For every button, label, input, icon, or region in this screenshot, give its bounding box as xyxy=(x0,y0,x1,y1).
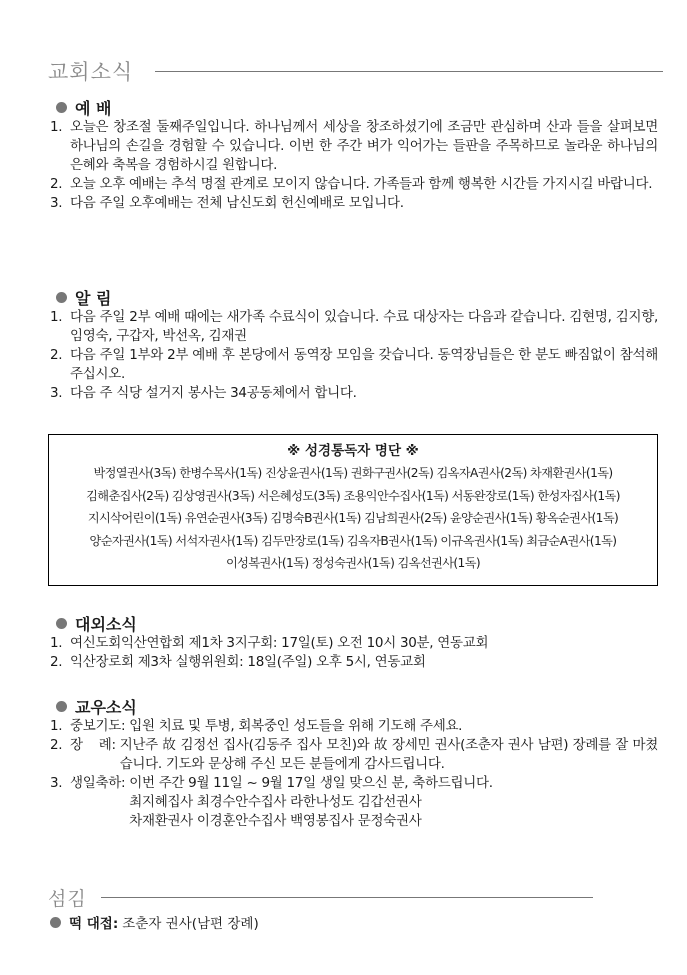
rice-cake-label: 떡 대접: xyxy=(69,916,119,932)
section-header-church-news xyxy=(48,56,663,86)
external-news-section xyxy=(50,612,658,672)
item-number: 3. xyxy=(50,385,63,401)
item-text: 오늘 오후 예배는 추석 명절 관계로 모이지 않습니다. 가족들과 함께 행복한 시간들 가지시길 바랍니다. xyxy=(70,176,653,192)
item-number: 2. xyxy=(50,737,63,753)
item-text: 다음 주일 오후예배는 전체 남신도회 헌신예배로 모입니다. xyxy=(70,195,404,211)
item-text: 다음 주일 1부와 2부 예배 후 본당에서 동역장 모임을 갖습니다. 동역장님들은 한 분도 빠짐없이 참석해 주십시오. xyxy=(70,347,658,382)
member-news-heading-text: 교우소식 xyxy=(75,697,137,717)
member-news-section xyxy=(50,695,658,831)
list-item xyxy=(50,634,658,653)
item-label: 중보기도: xyxy=(70,718,130,734)
birthday-block xyxy=(129,774,658,831)
church-news-title: 교회소식 xyxy=(48,60,134,84)
readers-row: 박정열권사(3독) 한병수목사(1독) 진상윤권사(1독) 권화구권사(2독) 김옥자A권사(2독) 차재환권사(1독) xyxy=(93,466,613,481)
rice-cake-value: 조춘자 권사(남편 장례) xyxy=(122,916,259,932)
item-text: 다음 주일 2부 예배 때에는 새가족 수료식이 있습니다. 수료 대상자는 다음과 같습니다. 김현명, 김지향, 임영숙, 구갑자, 박선옥, 김재권 xyxy=(70,309,658,344)
list-item xyxy=(50,308,658,346)
item-number: 3. xyxy=(50,195,63,211)
list-item xyxy=(50,736,658,774)
list-item xyxy=(50,653,658,672)
item-text: 여신도회익산연합회 제1차 3지구회: 17일(토) 오전 10시 30분, 연동교회 xyxy=(70,635,489,651)
member-news-heading xyxy=(50,695,658,717)
bible-readers-box xyxy=(48,434,658,586)
readers-row: 양순자권사(1독) 서석자권사(1독) 김두만장로(1독) 김옥자B권사(1독) 이규옥권사(1독) 최금순A권사(1독) xyxy=(89,533,617,548)
item-number: 2. xyxy=(50,176,63,192)
notices-heading xyxy=(50,286,658,308)
bible-readers-title: ※ 성경통독자 명단 ※ xyxy=(287,443,419,459)
item-number: 2. xyxy=(50,654,63,670)
list-item xyxy=(50,774,658,831)
header-divider xyxy=(101,897,593,898)
item-text: 오늘은 창조절 둘째주일입니다. 하나님께서 세상을 창조하셨기에 조금만 관심하며 산과 들을 살펴보면 하나님의 손길을 경험할 수 있습니다. 이번 한 주간 벼가 익어가는 들판을 주목하므로 놀라운 하나님의 은혜와 축복을 경험하시길 원합니다. xyxy=(70,119,658,173)
service-title: 섬김 xyxy=(48,888,87,910)
external-news-heading-text: 대외소식 xyxy=(75,614,137,634)
item-text: 입원 치료 및 투병, 회복중인 성도들을 위해 기도해 주세요. xyxy=(129,718,463,734)
readers-row: 지시삭어린이(1독) 유연순권사(3독) 김명숙B권사(1독) 김남희권사(2독) 윤양순권사(1독) 황옥순권사(1독) xyxy=(87,511,619,526)
list-item xyxy=(50,194,658,213)
birthday-text: 이번 주간 9월 11일 ~ 9월 17일 생일 맞으신 분, 축하드립니다. xyxy=(129,775,493,791)
list-item xyxy=(50,175,658,194)
readers-row: 김해춘집사(2독) 김상영권사(3독) 서은혜성도(3독) 조용익안수집사(1독) 서동완장로(1독) 한성자집사(1독) xyxy=(86,488,620,503)
external-news-heading xyxy=(50,612,658,634)
item-text: 익산장로회 제3차 실행위원회: 18일(주일) 오후 5시, 연동교회 xyxy=(70,654,426,670)
item-number: 2. xyxy=(50,347,63,363)
notices-section xyxy=(50,286,658,403)
list-item xyxy=(50,118,658,175)
list-item xyxy=(50,384,658,403)
bullet-icon xyxy=(56,102,67,113)
item-text: 다음 주 식당 설거지 봉사는 34공동체에서 합니다. xyxy=(70,385,357,401)
notices-heading-text: 알 림 xyxy=(75,288,112,308)
item-label: 생일축하: xyxy=(70,775,130,791)
section-header-service xyxy=(48,884,593,911)
item-text: 지난주 故 김정선 집사(김동주 집사 모친)와 故 장세민 권사(조춘자 권사 남편) 장례를 잘 마쳤습니다. 기도와 문상해 주신 모든 분들에게 감사드립니다. xyxy=(119,737,658,772)
worship-section xyxy=(50,96,658,213)
item-number: 1. xyxy=(50,718,63,734)
item-number: 3. xyxy=(50,775,63,791)
worship-heading xyxy=(50,96,658,118)
birthday-names: 최지혜집사 최경수안수집사 라한나성도 김갑선권사 xyxy=(129,794,422,810)
header-divider xyxy=(155,71,663,72)
rice-cake-service xyxy=(50,912,259,932)
worship-heading-text: 예 배 xyxy=(75,98,112,118)
bullet-icon xyxy=(56,618,67,629)
bullet-icon xyxy=(50,917,61,928)
item-number: 1. xyxy=(50,635,63,651)
readers-row: 이성복권사(1독) 정성숙권사(1독) 김옥선권사(1독) xyxy=(225,556,481,571)
bullet-icon xyxy=(56,701,67,712)
birthday-names: 차재환권사 이경훈안수집사 백영봉집사 문정숙권사 xyxy=(129,813,422,829)
list-item xyxy=(50,346,658,384)
item-number: 1. xyxy=(50,119,63,135)
list-item xyxy=(50,717,658,736)
bullet-icon xyxy=(56,292,67,303)
item-label: 장 례: xyxy=(70,737,120,753)
item-number: 1. xyxy=(50,309,63,325)
